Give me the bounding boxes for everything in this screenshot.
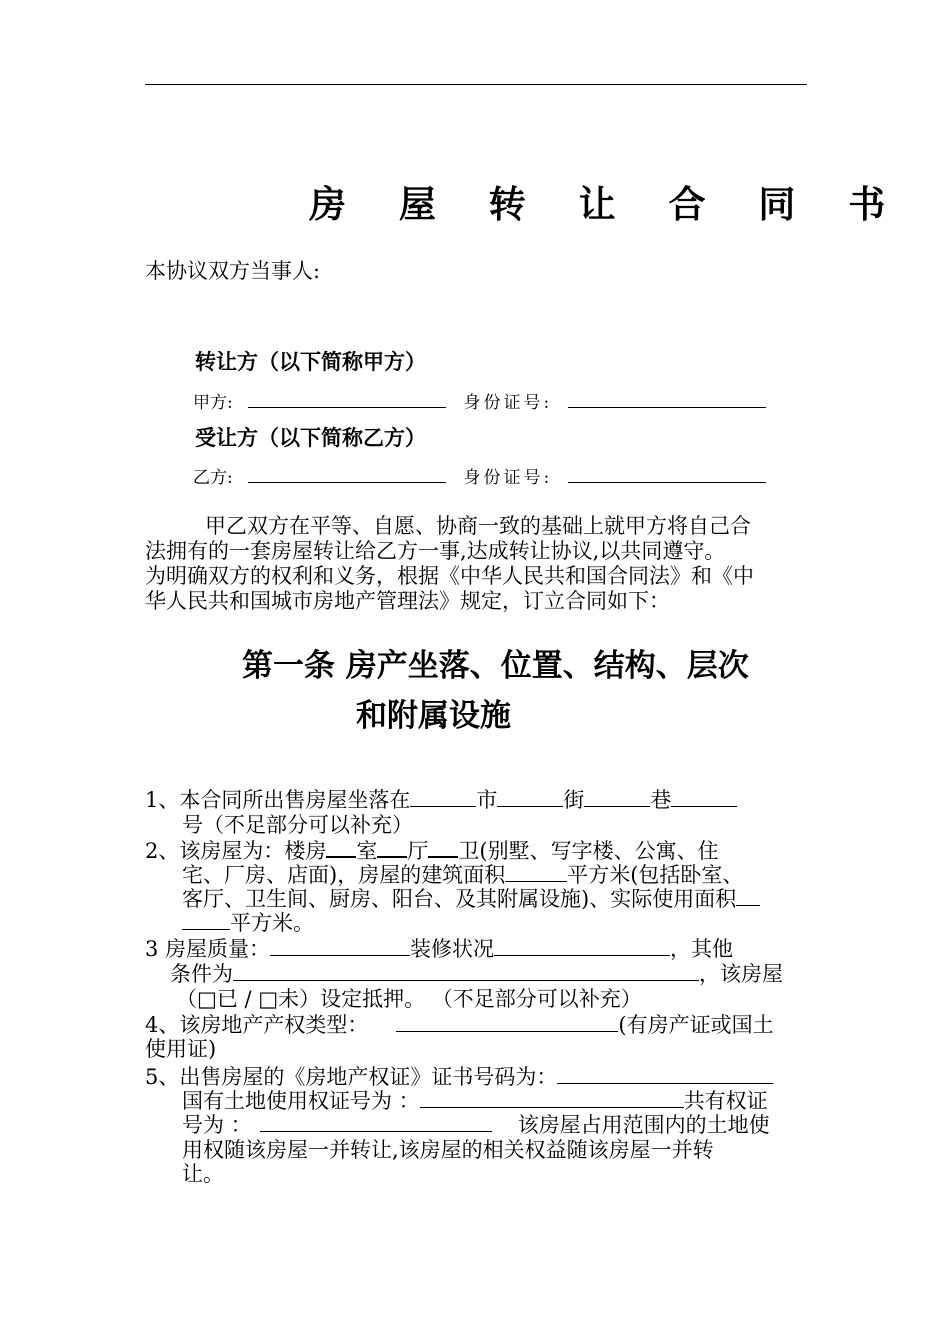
article-1-heading-line-1: 第一条 房产坐落、位置、结构、层次 bbox=[242, 648, 749, 684]
room-label: 室 bbox=[356, 839, 378, 863]
usable-area-label: 客厅、卫生间、厨房、阳台、及其附属设施)、实际使用面积 bbox=[182, 887, 737, 911]
number-blank[interactable] bbox=[671, 788, 737, 807]
article-1-heading-line-2: 和附属设施 bbox=[356, 698, 511, 734]
clause-3-line-3: （□已 / □未）设定抵押。 （不足部分可以补充） bbox=[176, 987, 642, 1011]
intro-text: 本协议双方当事人: bbox=[145, 259, 321, 283]
land-cert-label: 国有土地使用权证号为 ： bbox=[182, 1089, 420, 1113]
city-blank[interactable] bbox=[410, 788, 476, 807]
certificate-label: 5、出售房屋的《房地产权证》证书号码为： bbox=[145, 1065, 558, 1089]
clause-5-line-2 bbox=[182, 1088, 768, 1114]
preamble-line-3: 为明确双方的权利和义务，根据《中华人民共和国合同法》和《中 bbox=[145, 564, 754, 588]
building-area-label: 宅、厂房、店面)，房屋的建筑面积 bbox=[182, 863, 506, 887]
clause-4-line-1 bbox=[145, 1012, 774, 1038]
sqm-label-2: 平方米。 bbox=[230, 911, 314, 935]
room-count-blank[interactable] bbox=[326, 838, 356, 858]
quality-label: 3 房屋质量： bbox=[145, 937, 271, 961]
party-a-row bbox=[193, 389, 766, 416]
clause-2-line-4 bbox=[182, 910, 314, 936]
clause-5-line-4: 用权随该房屋一并转让,该房屋的相关权益随该房屋一并转 bbox=[182, 1138, 714, 1162]
usable-area-blank-end[interactable] bbox=[182, 911, 230, 930]
clause-2-prefix: 2、该房屋为：楼房 bbox=[145, 839, 327, 863]
clause-5-line-1 bbox=[145, 1064, 773, 1090]
clause-1-line-2: 号（不足部分可以补充） bbox=[182, 813, 413, 837]
preamble-line-2: 法拥有的一套房屋转让给乙方一事,达成转让协议,以共同遵守。 bbox=[145, 539, 726, 563]
party-b-id-label: 身份证号: bbox=[463, 468, 553, 488]
hall-label: 厅 bbox=[407, 839, 429, 863]
clause-3-line-2 bbox=[170, 961, 783, 987]
clause-4-line-2: 使用证) bbox=[145, 1037, 217, 1061]
clause-2-line-1 bbox=[145, 838, 719, 864]
document-title: 房 屋 转 让 合 同 书 bbox=[309, 182, 906, 226]
clause-2-line-2 bbox=[182, 862, 743, 888]
building-area-blank[interactable] bbox=[505, 863, 567, 882]
preamble-line-1: 甲乙双方在平等、自愿、协商一致的基础上就甲方将自己合 bbox=[205, 514, 751, 538]
ownership-type-label: 4、该房地产产权类型： bbox=[145, 1013, 369, 1037]
party-a-name-blank[interactable] bbox=[248, 389, 446, 408]
lane-blank[interactable] bbox=[584, 788, 650, 807]
party-a-id-label: 身份证号: bbox=[463, 393, 553, 413]
clause-2-rest: 卫(别墅、写字楼、公寓、住 bbox=[458, 839, 719, 863]
land-scope-text: 该房屋占用范围内的土地使 bbox=[517, 1113, 770, 1137]
condition-label: 条件为 bbox=[170, 962, 233, 986]
decoration-label: 装修状况 bbox=[410, 937, 495, 961]
party-a-label: 甲方: bbox=[193, 393, 233, 413]
preamble-line-4: 华人民共和国城市房地产管理法》规定，订立合同如下： bbox=[145, 589, 670, 613]
other-label: ，其他 bbox=[670, 937, 734, 961]
bath-count-blank[interactable] bbox=[428, 838, 458, 858]
clause-1-line-1 bbox=[145, 787, 737, 813]
lane-label: 巷 bbox=[650, 788, 672, 812]
certificate-blank[interactable] bbox=[557, 1065, 773, 1084]
decoration-blank[interactable] bbox=[494, 937, 670, 956]
clause-3-line-1 bbox=[145, 936, 733, 962]
usable-area-blank-start[interactable] bbox=[736, 887, 760, 906]
street-blank[interactable] bbox=[497, 788, 563, 807]
transferor-heading: 转让方（以下简称甲方） bbox=[195, 349, 426, 374]
common-cert-label: 共有权证 bbox=[683, 1089, 768, 1113]
clause-1-prefix: 1、本合同所出售房屋坐落在 bbox=[145, 788, 411, 812]
ownership-type-suffix: (有房产证或国土 bbox=[618, 1013, 774, 1037]
party-b-id-blank[interactable] bbox=[568, 464, 766, 483]
city-label: 市 bbox=[476, 788, 498, 812]
party-b-label: 乙方: bbox=[193, 468, 233, 488]
street-label: 街 bbox=[563, 788, 585, 812]
quality-blank[interactable] bbox=[270, 937, 410, 956]
clause-5-line-5: 让。 bbox=[182, 1162, 224, 1186]
land-cert-blank[interactable] bbox=[420, 1089, 684, 1108]
common-cert-number-label: 号为 ： bbox=[182, 1113, 252, 1137]
condition-blank[interactable] bbox=[233, 962, 699, 981]
party-b-name-blank[interactable] bbox=[248, 464, 446, 483]
common-cert-blank[interactable] bbox=[260, 1113, 492, 1132]
ownership-type-blank[interactable] bbox=[396, 1013, 618, 1032]
sqm-label: 平方米(包括卧室、 bbox=[567, 863, 744, 887]
clause-5-line-3 bbox=[182, 1112, 770, 1138]
hall-count-blank[interactable] bbox=[377, 838, 407, 858]
party-a-id-blank[interactable] bbox=[568, 389, 766, 408]
clause-2-line-3 bbox=[182, 886, 760, 912]
top-rule bbox=[145, 84, 807, 85]
party-b-row bbox=[193, 464, 766, 491]
house-label: ，该房屋 bbox=[699, 962, 783, 986]
transferee-heading: 受让方（以下简称乙方） bbox=[195, 425, 426, 450]
